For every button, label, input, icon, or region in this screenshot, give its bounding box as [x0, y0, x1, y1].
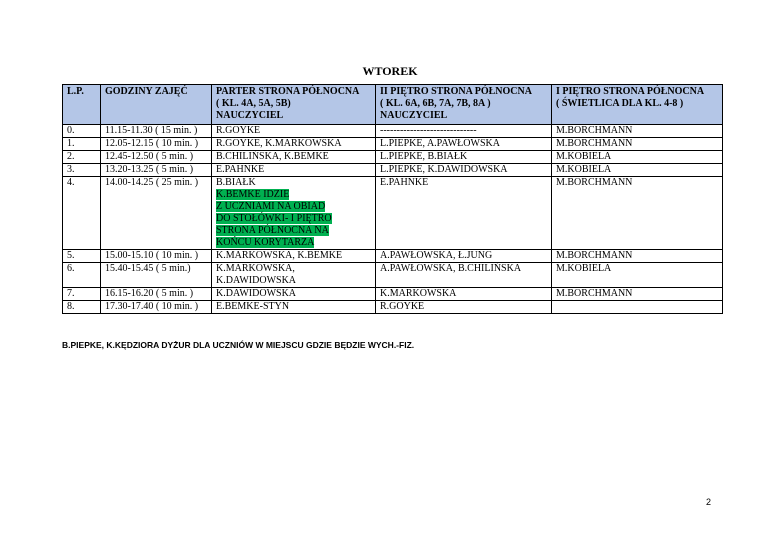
cell-floor1: M.BORCHMANN [552, 125, 723, 138]
header-floor1-line1: I PIĘTRO STRONA PÓŁNOCNA [556, 86, 705, 97]
table-row [63, 125, 723, 138]
header-parter-line3: NAUCZYCIEL [216, 110, 284, 121]
header-floor2 [376, 85, 552, 125]
cell-parter [212, 263, 376, 288]
header-floor1-line2: ( ŚWIETLICA DLA KL. 4-8 ) [556, 98, 684, 109]
table-header-row [63, 85, 723, 125]
cell-floor1: M.KOBIELA [552, 164, 723, 177]
cell-floor1: M.BORCHMANN [552, 250, 723, 263]
header-parter-line1: PARTER STRONA PÓŁNOCNA [216, 86, 360, 97]
header-lp: L.P. [63, 85, 101, 125]
table-row [63, 151, 723, 164]
table-row [63, 288, 723, 301]
cell-parter [212, 177, 376, 250]
cell-floor1: M.BORCHMANN [552, 138, 723, 151]
cell-hours: 14.00-14.25 ( 25 min. ) [101, 177, 212, 250]
cell-floor1: M.BORCHMANN [552, 288, 723, 301]
cell-lp: 7. [63, 288, 101, 301]
table-row [63, 250, 723, 263]
cell-floor2: A.PAWŁOWSKA, B.CHILIŃSKA [376, 263, 552, 288]
cell-parter-line1: K.MARKOWSKA, [216, 263, 295, 274]
cell-hours: 15.00-15.10 ( 10 min. ) [101, 250, 212, 263]
cell-lp: 6. [63, 263, 101, 288]
cell-parter-teacher: B.BIAŁK [216, 177, 256, 188]
cell-parter: K.DAWIDOWSKA [212, 288, 376, 301]
cell-lp: 3. [63, 164, 101, 177]
cell-hours: 11.15-11.30 ( 15 min. ) [101, 125, 212, 138]
cell-floor2: R.GOYKE [376, 301, 552, 314]
cell-floor1: M.BORCHMANN [552, 177, 723, 250]
page-number: 2 [706, 497, 712, 507]
header-hours: GODZINY ZAJĘĆ [101, 85, 212, 125]
table-row [63, 164, 723, 177]
cell-parter: E.BEMKE-STYN [212, 301, 376, 314]
cell-floor2: ----------------------------- [376, 125, 552, 138]
cell-lp: 8. [63, 301, 101, 314]
cell-lp: 4. [63, 177, 101, 250]
cell-hours: 17.30-17.40 ( 10 min. ) [101, 301, 212, 314]
cell-parter: B.CHILIŃSKA, K.BEMKE [212, 151, 376, 164]
header-floor2-line2: ( KL. 6A, 6B, 7A, 7B, 8A ) [380, 98, 491, 109]
highlighted-note-line: DO STOŁÓWKI- I PIĘTRO [216, 213, 332, 224]
table-row [63, 301, 723, 314]
cell-lp: 0. [63, 125, 101, 138]
header-floor2-line1: II PIĘTRO STRONA PÓŁNOCNA [380, 86, 532, 97]
cell-lp: 2. [63, 151, 101, 164]
cell-floor2: K.MARKOWSKA [376, 288, 552, 301]
duty-schedule-table [62, 84, 723, 314]
cell-parter: E.PAHNKE [212, 164, 376, 177]
cell-lp: 5. [63, 250, 101, 263]
cell-floor1 [552, 301, 723, 314]
cell-floor2: L.PIEPKE, B.BIAŁK [376, 151, 552, 164]
table-row [63, 138, 723, 151]
cell-floor2: A.PAWŁOWSKA, Ł.JUNG [376, 250, 552, 263]
cell-floor2: L.PIEPKE, K.DAWIDOWSKA [376, 164, 552, 177]
table-row [63, 177, 723, 250]
highlighted-note-line: STRONA PÓŁNOCNA NA [216, 225, 329, 236]
header-parter-line2: ( KL. 4A, 5A, 5B) [216, 98, 291, 109]
cell-parter: R.GOYKE [212, 125, 376, 138]
cell-hours: 13.20-13.25 ( 5 min. ) [101, 164, 212, 177]
header-floor1 [552, 85, 723, 125]
cell-parter-line2: K.DAWIDOWSKA [216, 275, 297, 286]
cell-hours: 12.45-12.50 ( 5 min. ) [101, 151, 212, 164]
highlighted-note-line: K.BEMKE IDZIE [216, 189, 290, 200]
highlighted-note-line: KOŃCU KORYTARZA [216, 237, 315, 248]
cell-floor1: M.KOBIELA [552, 151, 723, 164]
cell-hours: 16.15-16.20 ( 5 min. ) [101, 288, 212, 301]
highlighted-note-line: Z UCZNIAMI NA OBIAD [216, 201, 326, 212]
footnote: B.PIEPKE, K.KĘDZIORA DYŻUR DLA UCZNIÓW W MIEJSCU GDZIE BĘDZIE WYCH.-FIZ. [62, 340, 415, 350]
cell-parter: R.GOYKE, K.MARKOWSKA [212, 138, 376, 151]
cell-floor1: M.KOBIELA [552, 263, 723, 288]
cell-floor2: E.PAHNKE [376, 177, 552, 250]
cell-parter: K.MARKOWSKA, K.BEMKE [212, 250, 376, 263]
page-title: WTOREK [362, 64, 418, 78]
cell-lp: 1. [63, 138, 101, 151]
header-floor2-line3: NAUCZYCIEL [380, 110, 448, 121]
cell-floor2: L.PIEPKE, A.PAWŁOWSKA [376, 138, 552, 151]
cell-hours: 12.05-12.15 ( 10 min. ) [101, 138, 212, 151]
table-row [63, 263, 723, 288]
header-parter [212, 85, 376, 125]
cell-hours: 15.40-15.45 ( 5 min.) [101, 263, 212, 288]
